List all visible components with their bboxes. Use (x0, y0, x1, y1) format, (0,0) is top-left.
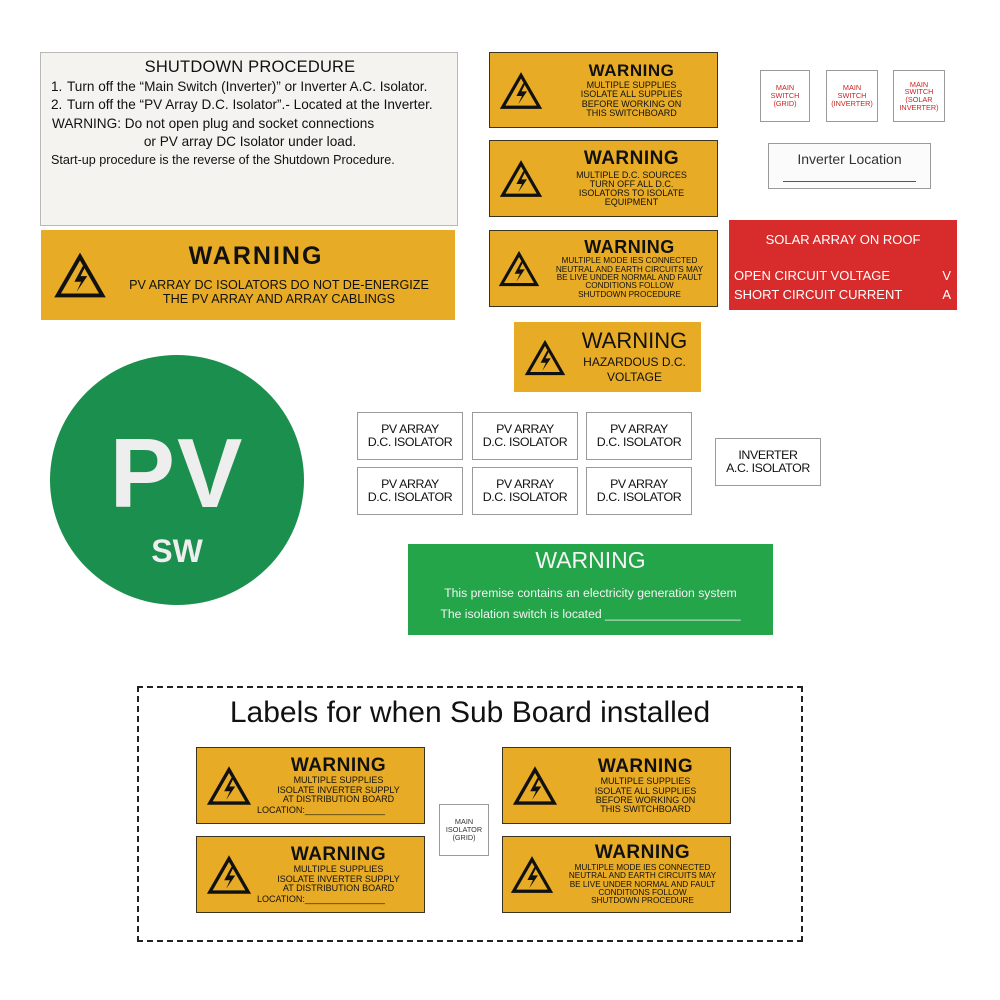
warning-line: This premise contains an electricity generation system (444, 586, 737, 600)
electric-hazard-triangle-icon (197, 853, 261, 896)
label-line: (GRID) (773, 98, 797, 108)
main-switch-grid-label (760, 70, 810, 122)
generation-system-warning-label (408, 544, 773, 635)
warning-heading: WARNING (188, 242, 324, 271)
location-line: LOCATION:________________ (257, 893, 385, 904)
inverter-location-label (768, 143, 931, 189)
inverter-location-text: Inverter Location (797, 151, 902, 167)
shutdown-step-1 (51, 80, 449, 95)
voc-unit: V (942, 268, 951, 283)
label-line: SWITCH (770, 91, 800, 101)
warning-heading: WARNING (535, 547, 646, 573)
warning-heading: WARNING (290, 754, 387, 776)
pv-array-dc-isolator-label (357, 412, 463, 460)
warning-line: HAZARDOUS D.C. (583, 355, 686, 370)
label-line: D.C. ISOLATOR (482, 490, 568, 504)
electric-hazard-triangle-icon (514, 338, 576, 377)
electric-hazard-triangle-icon (490, 158, 552, 199)
label-line: INVERTER (738, 447, 798, 462)
warning-body (253, 776, 424, 815)
multiple-supplies-warning-label (502, 747, 731, 824)
warning-line: BE LIVE UNDER NORMAL AND FAULT (556, 273, 703, 282)
electric-hazard-triangle-icon (197, 764, 261, 807)
pv-array-dc-isolator-label (357, 467, 463, 515)
warning-line: NEUTRAL AND EARTH CIRCUITS MAY (568, 871, 717, 881)
label-line: INVERTER) (899, 102, 939, 112)
dc-isolator-warning-label (41, 230, 455, 320)
warning-line: THIS SWITCHBOARD (586, 107, 677, 118)
main-isolator-grid-label (439, 804, 489, 856)
label-line: SWITCH (837, 91, 867, 101)
warning-line: THE PV ARRAY AND ARRAY CABLINGS (162, 291, 396, 306)
warning-body (546, 81, 717, 118)
label-line: SWITCH (904, 87, 934, 97)
hazardous-dc-voltage-warning-label (514, 322, 701, 392)
warning-line: ISOLATE INVERTER SUPPLY (277, 784, 400, 795)
shutdown-title: SHUTDOWN PROCEDURE (144, 58, 356, 76)
label-line: D.C. ISOLATOR (482, 435, 568, 449)
warning-body (253, 865, 424, 904)
label-line: MAIN (775, 83, 795, 93)
sw-text: SW (151, 533, 203, 569)
shutdown-procedure-label (40, 52, 458, 226)
warning-line: MULTIPLE SUPPLIES (586, 80, 677, 91)
warning-line: PV ARRAY DC ISOLATORS DO NOT DE-ENERGIZE (129, 277, 429, 292)
electric-hazard-triangle-icon (490, 70, 552, 111)
label-line: PV ARRAY (610, 421, 668, 436)
warning-heading: WARNING (594, 842, 691, 864)
label-line: (SOLAR (905, 95, 933, 104)
warning-body (109, 278, 449, 306)
isc-label: SHORT CIRCUIT CURRENT (734, 287, 903, 302)
warning-line: BE LIVE UNDER NORMAL AND FAULT (569, 879, 716, 889)
label-line: D.C. ISOLATOR (367, 490, 453, 504)
pv-array-dc-isolator-label (472, 467, 578, 515)
step-text: Turn off the “PV Array D.C. Isolator”.- Located at the Inverter. (67, 97, 433, 113)
pv-array-dc-isolator-label (586, 467, 692, 515)
shutdown-warning-line-2: or PV array DC Isolator under load. (143, 134, 357, 150)
inverter-ac-isolator-label (715, 438, 821, 486)
isolate-inverter-supply-warning-label (196, 836, 425, 913)
warning-heading: WARNING (597, 755, 694, 777)
warning-line: MULTIPLE SUPPLIES (293, 775, 384, 786)
label-line: PV ARRAY (381, 476, 439, 491)
label-line: D.C. ISOLATOR (367, 435, 453, 449)
step-number: 2. (51, 97, 63, 113)
solar-title: SOLAR ARRAY ON ROOF (765, 232, 921, 247)
label-line: PV ARRAY (381, 421, 439, 436)
electric-hazard-triangle-icon (490, 249, 548, 288)
isolate-inverter-supply-warning-label (196, 747, 425, 824)
warning-line: THIS SWITCHBOARD (600, 803, 691, 814)
write-in-line (783, 181, 916, 182)
pv-sw-circle-label (50, 355, 304, 605)
main-switch-solar-inverter-label (893, 70, 945, 122)
warning-line: EQUIPMENT (604, 197, 659, 208)
label-line: MAIN (842, 83, 862, 93)
warning-line: MULTIPLE SUPPLIES (293, 864, 384, 875)
warning-line: MULTIPLE MODE IES CONNECTED (574, 862, 711, 872)
label-line: D.C. ISOLATOR (596, 490, 682, 504)
warning-line: SHUTDOWN PROCEDURE (578, 289, 681, 299)
label-line: D.C. ISOLATOR (596, 435, 682, 449)
warning-line: CONDITIONS FOLLOW (585, 281, 674, 291)
label-line: PV ARRAY (610, 476, 668, 491)
warning-line: AT DISTRIBUTION BOARD (282, 882, 395, 893)
warning-heading: WARNING (588, 60, 675, 80)
step-number: 1. (51, 78, 63, 94)
location-line: LOCATION:________________ (257, 804, 385, 815)
warning-heading: WARNING (290, 843, 387, 865)
section-title: Labels for when Sub Board installed (229, 696, 711, 729)
solar-array-label (729, 220, 957, 310)
electric-hazard-triangle-icon (503, 854, 561, 895)
warning-body (561, 777, 730, 814)
main-switch-inverter-label (826, 70, 878, 122)
warning-body (546, 171, 717, 208)
multiple-mode-ies-warning-label (489, 230, 718, 307)
label-line: PV ARRAY (496, 421, 554, 436)
warning-heading: WARNING (583, 148, 680, 170)
label-line: ISOLATOR (445, 825, 483, 835)
multiple-dc-sources-warning-label (489, 140, 718, 217)
warning-line: ISOLATE INVERTER SUPPLY (277, 873, 400, 884)
warning-line: BEFORE WORKING ON (581, 98, 682, 109)
warning-line: ISOLATE ALL SUPPLIES (594, 785, 697, 796)
warning-heading: WARNING (584, 236, 675, 257)
multiple-supplies-warning-label (489, 52, 718, 128)
step-text: Turn off the “Main Switch (Inverter)” or Inverter A.C. Isolator. (67, 78, 428, 94)
warning-line: BEFORE WORKING ON (595, 794, 696, 805)
startup-note: Start-up procedure is the reverse of the Shutdown Procedure. (51, 152, 395, 167)
warning-heading: WARNING (581, 327, 688, 353)
warning-line: MULTIPLE MODE IES CONNECTED (561, 256, 698, 266)
warning-line: The isolation switch is located ____________________ (440, 607, 741, 621)
warning-line: SHUTDOWN PROCEDURE (591, 896, 694, 906)
pv-array-dc-isolator-label (586, 412, 692, 460)
isc-unit: A (942, 287, 951, 302)
label-line: PV ARRAY (496, 476, 554, 491)
warning-line: NEUTRAL AND EARTH CIRCUITS MAY (555, 264, 704, 274)
voc-label: OPEN CIRCUIT VOLTAGE (734, 268, 891, 283)
pv-array-dc-isolator-label (472, 412, 578, 460)
warning-line: MULTIPLE SUPPLIES (600, 776, 691, 787)
warning-line: VOLTAGE (607, 369, 662, 384)
open-circuit-voltage-row (734, 268, 951, 283)
short-circuit-current-row (734, 287, 951, 302)
shutdown-warning-line-1: WARNING: Do not open plug and socket connections (52, 115, 375, 131)
label-line: MAIN (454, 817, 474, 827)
label-line: A.C. ISOLATOR (726, 461, 810, 475)
warning-line: TURN OFF ALL D.C. (589, 179, 674, 190)
pv-text: PV (109, 418, 245, 528)
warning-line: AT DISTRIBUTION BOARD (282, 793, 395, 804)
label-line: MAIN (909, 79, 929, 89)
label-line: (GRID) (452, 832, 476, 842)
electric-hazard-triangle-icon (503, 764, 567, 807)
warning-body (568, 355, 701, 384)
warning-body (542, 257, 717, 299)
shutdown-step-2 (51, 98, 449, 113)
electric-hazard-triangle-icon (41, 230, 119, 320)
multiple-mode-ies-warning-label (502, 836, 731, 913)
warning-line: ISOLATE ALL SUPPLIES (580, 89, 683, 100)
warning-line: ISOLATORS TO ISOLATE (578, 188, 685, 199)
warning-line: MULTIPLE D.C. SOURCES (576, 169, 687, 180)
warning-line: CONDITIONS FOLLOW (598, 887, 687, 897)
label-line: (INVERTER) (831, 98, 873, 108)
warning-body (555, 864, 730, 906)
